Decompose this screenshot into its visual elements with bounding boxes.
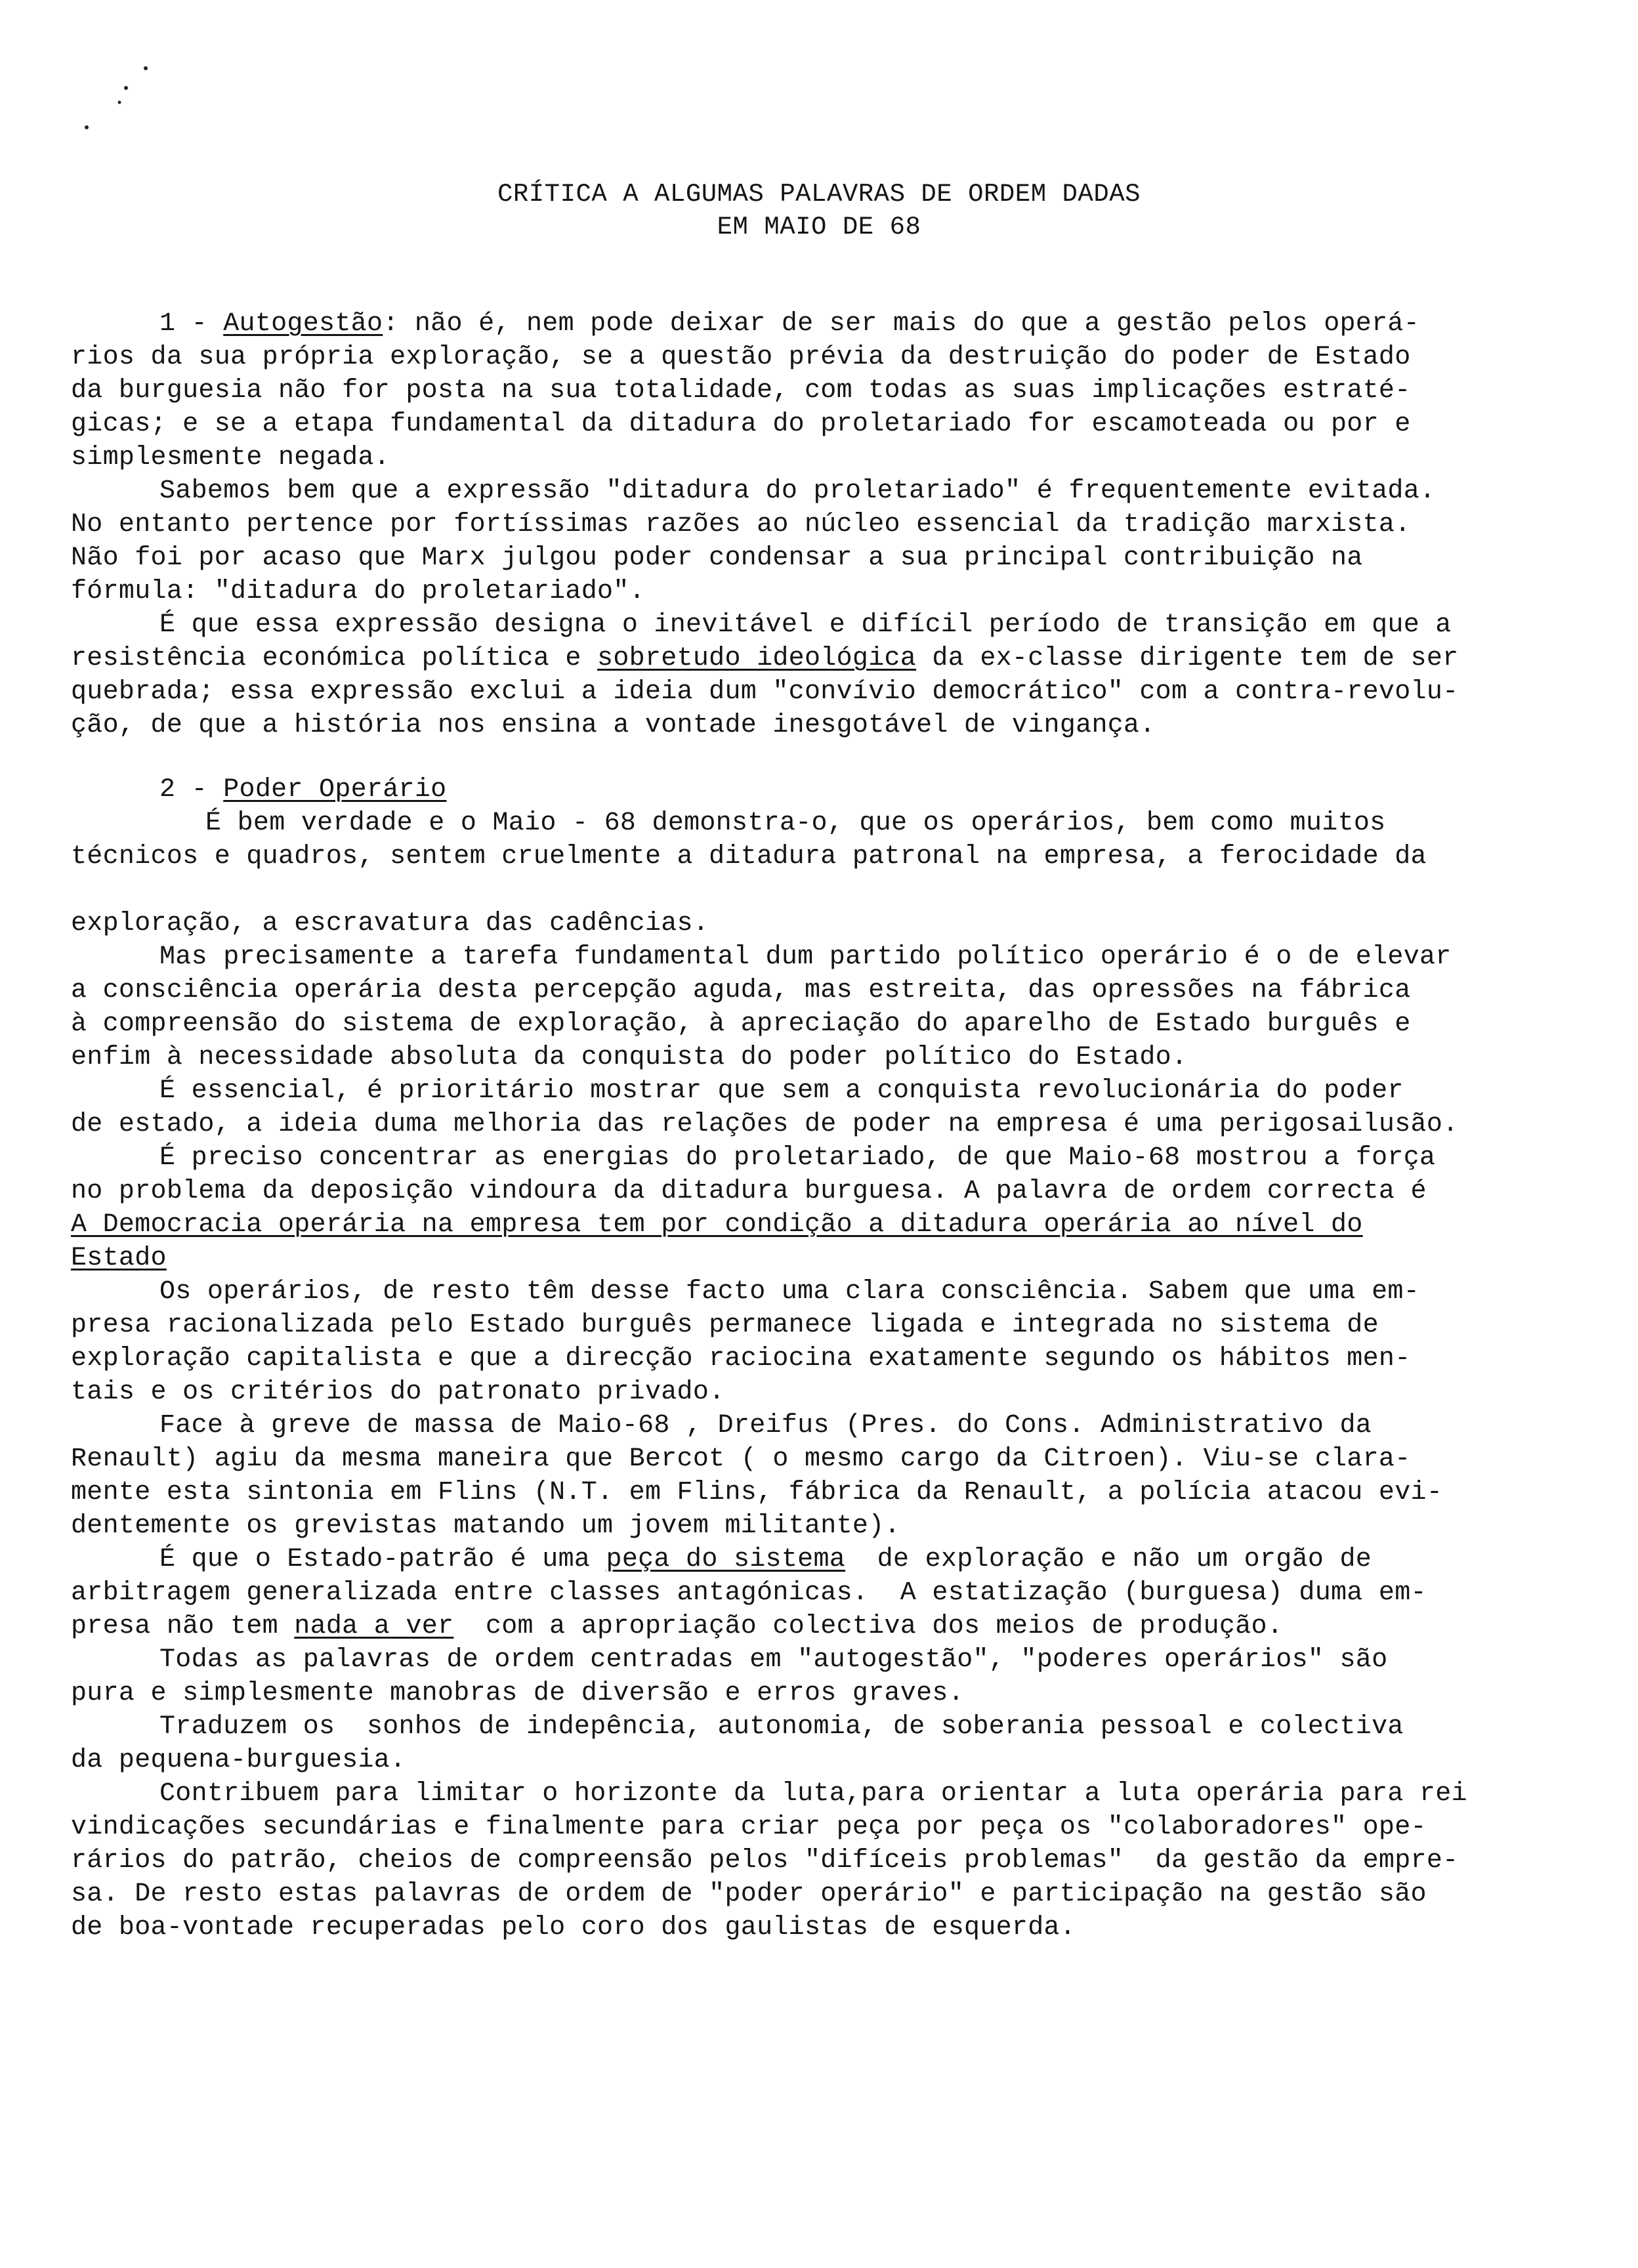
paragraph-line: É que essa expressão designa o inevitável e difícil período de transição em que a xyxy=(159,610,1452,640)
paragraph-line: da burguesia não for posta na sua totalidade, com todas as suas implicações estraté- xyxy=(71,376,1411,406)
underlined-phrase: sobretudo ideológica xyxy=(597,644,917,673)
paragraph-line: arbitragem generalizada entre classes antagónicas. A estatização (burguesa) duma em- xyxy=(71,1578,1427,1608)
paragraph-line: Sabemos bem que a expressão "ditadura do proletariado" é frequentemente evitada. xyxy=(159,476,1436,506)
paragraph-line xyxy=(71,1610,1515,1643)
slogan-underlined: Estado xyxy=(71,1244,167,1273)
slogan-underlined: A Democracia operária na empresa tem por condição a ditadura operária ao nível do xyxy=(71,1210,1363,1240)
paragraph-line: Traduzem os sonhos de indepência, autonomia, de soberania pessoal e colectiva xyxy=(159,1712,1404,1742)
paragraph-line: No entanto pertence por fortíssimas razões ao núcleo essencial da tradição marxista. xyxy=(71,510,1411,539)
section-autogestao xyxy=(71,307,1515,742)
paragraph-line: quebrada; essa expressão exclui a ideia dum "convívio democrático" com a contra-revolu- xyxy=(71,677,1459,707)
paragraph-line: Mas precisamente a tarefa fundamental dum partido político operário é o de elevar xyxy=(159,942,1452,972)
line-text: com a apropriação colectiva dos meios de produção. xyxy=(453,1612,1284,1641)
paragraph-line: Face à greve de massa de Maio-68 , Dreifus (Pres. do Cons. Administrativo da xyxy=(159,1411,1372,1440)
paragraph-line xyxy=(71,642,1515,675)
section-poder-operario-continued xyxy=(71,907,1515,1944)
paragraph-line xyxy=(71,1208,1515,1242)
line-text: É que o Estado-patrão é uma xyxy=(159,1545,606,1574)
section-poder-operario xyxy=(71,773,1515,873)
underlined-phrase: nada a ver xyxy=(294,1612,454,1641)
line-text: presa não tem xyxy=(71,1612,295,1641)
paragraph-line: da pequena-burguesia. xyxy=(71,1746,406,1775)
paragraph-line: vindicações secundárias e finalmente para criar peça por peça os "colaboradores" ope- xyxy=(71,1813,1427,1842)
line-text: de exploração e não um orgão de xyxy=(845,1545,1372,1574)
paragraph-line: enfim à necessidade absoluta da conquista do poder político do Estado. xyxy=(71,1043,1188,1072)
paragraph-line: dentemente os grevistas matando um jovem militante). xyxy=(71,1511,900,1541)
paragraph-line: Todas as palavras de ordem centradas em "autogestão", "poderes operários" são xyxy=(159,1645,1388,1675)
section-number: 2 - xyxy=(159,775,224,805)
paragraph-line: Não foi por acaso que Marx julgou poder condensar a sua principal contribuição na xyxy=(71,543,1363,573)
paragraph-line: Renault) agiu da mesma maneira que Bercot ( o mesmo cargo da Citroen). Viu-se clara- xyxy=(71,1444,1411,1474)
document-title-line2: EM MAIO DE 68 xyxy=(717,213,921,242)
paragraph-line: rários do patrão, cheios de compreensão pelos "difíceis problemas" da gestão da empre- xyxy=(71,1846,1459,1876)
line-text: da ex-classe dirigente tem de ser xyxy=(916,644,1459,673)
paragraph-line: sa. De resto estas palavras de ordem de "poder operário" e participação na gestão são xyxy=(71,1880,1427,1909)
paragraph-line: fórmula: "ditadura do proletariado". xyxy=(71,577,645,606)
paragraph-line xyxy=(71,1242,1515,1275)
paragraph-line: a consciência operária desta percepção aguda, mas estreita, das opressões na fábrica xyxy=(71,976,1411,1005)
paragraph-line: Os operários, de resto têm desse facto uma clara consciência. Sabem que uma em- xyxy=(159,1277,1420,1307)
paragraph-line: exploração, a escravatura das cadências. xyxy=(71,909,709,938)
paragraph-line: ção, de que a história nos ensina a vontade inesgotável de vingança. xyxy=(71,711,1156,740)
underlined-phrase: peça do sistema xyxy=(606,1545,846,1574)
section-heading-line xyxy=(71,773,1515,807)
paragraph-line: É essencial, é prioritário mostrar que sem a conquista revolucionária do poder xyxy=(159,1076,1404,1106)
line-text: resistência económica política e xyxy=(71,644,598,673)
paragraph-line: tais e os critérios do patronato privado. xyxy=(71,1377,725,1407)
paragraph-line: presa racionalizada pelo Estado burguês permanece ligada e integrada no sistema de xyxy=(71,1311,1379,1340)
paragraph-line: mente esta sintonia em Flins (N.T. em Flins, fábrica da Renault, a polícia atacou evi- xyxy=(71,1478,1443,1507)
paragraph-line: simplesmente negada. xyxy=(71,443,390,472)
paragraph-line: no problema da deposição vindoura da ditadura burguesa. A palavra de ordem correcta é xyxy=(71,1177,1427,1206)
paragraph-line: exploração capitalista e que a direcção raciocina exatamente segundo os hábitos men- xyxy=(71,1344,1411,1374)
section-heading: Autogestão xyxy=(223,309,383,339)
paragraph-line: gicas; e se a etapa fundamental da ditadura do proletariado for escamoteada ou por e xyxy=(71,410,1411,439)
paragraph-line: rios da sua própria exploração, se a questão prévia da destruição do poder de Estado xyxy=(71,343,1411,372)
section-number: 1 - xyxy=(159,309,224,339)
paragraph-line: técnicos e quadros, sentem cruelmente a ditadura patronal na empresa, a ferocidade da xyxy=(71,842,1427,872)
line-text: : não é, nem pode deixar de ser mais do que a gestão pelos operá- xyxy=(383,309,1420,339)
paragraph-line: É bem verdade e o Maio - 68 demonstra-o, que os operários, bem como muitos xyxy=(205,808,1386,838)
document-title-line1: CRÍTICA A ALGUMAS PALAVRAS DE ORDEM DADAS xyxy=(497,180,1141,209)
paragraph-line: à compreensão do sistema de exploração, à apreciação do aparelho de Estado burguês e xyxy=(71,1009,1411,1039)
paragraph-line xyxy=(71,1543,1515,1576)
paper-specks xyxy=(79,59,171,151)
paragraph-line: Contribuem para limitar o horizonte da luta,para orientar a luta operária para rei xyxy=(159,1779,1467,1809)
paragraph-line: pura e simplesmente manobras de diversão e erros graves. xyxy=(71,1679,965,1708)
paragraph-line: de estado, a ideia duma melhoria das relações de poder na empresa é uma perigosailusão. xyxy=(71,1110,1459,1139)
section-heading: Poder Operário xyxy=(223,775,447,805)
paragraph-line: de boa-vontade recuperadas pelo coro dos gaulistas de esquerda. xyxy=(71,1913,1076,1942)
paragraph-line: É preciso concentrar as energias do proletariado, de que Maio-68 mostrou a força xyxy=(159,1143,1436,1173)
paragraph-line xyxy=(71,307,1515,341)
